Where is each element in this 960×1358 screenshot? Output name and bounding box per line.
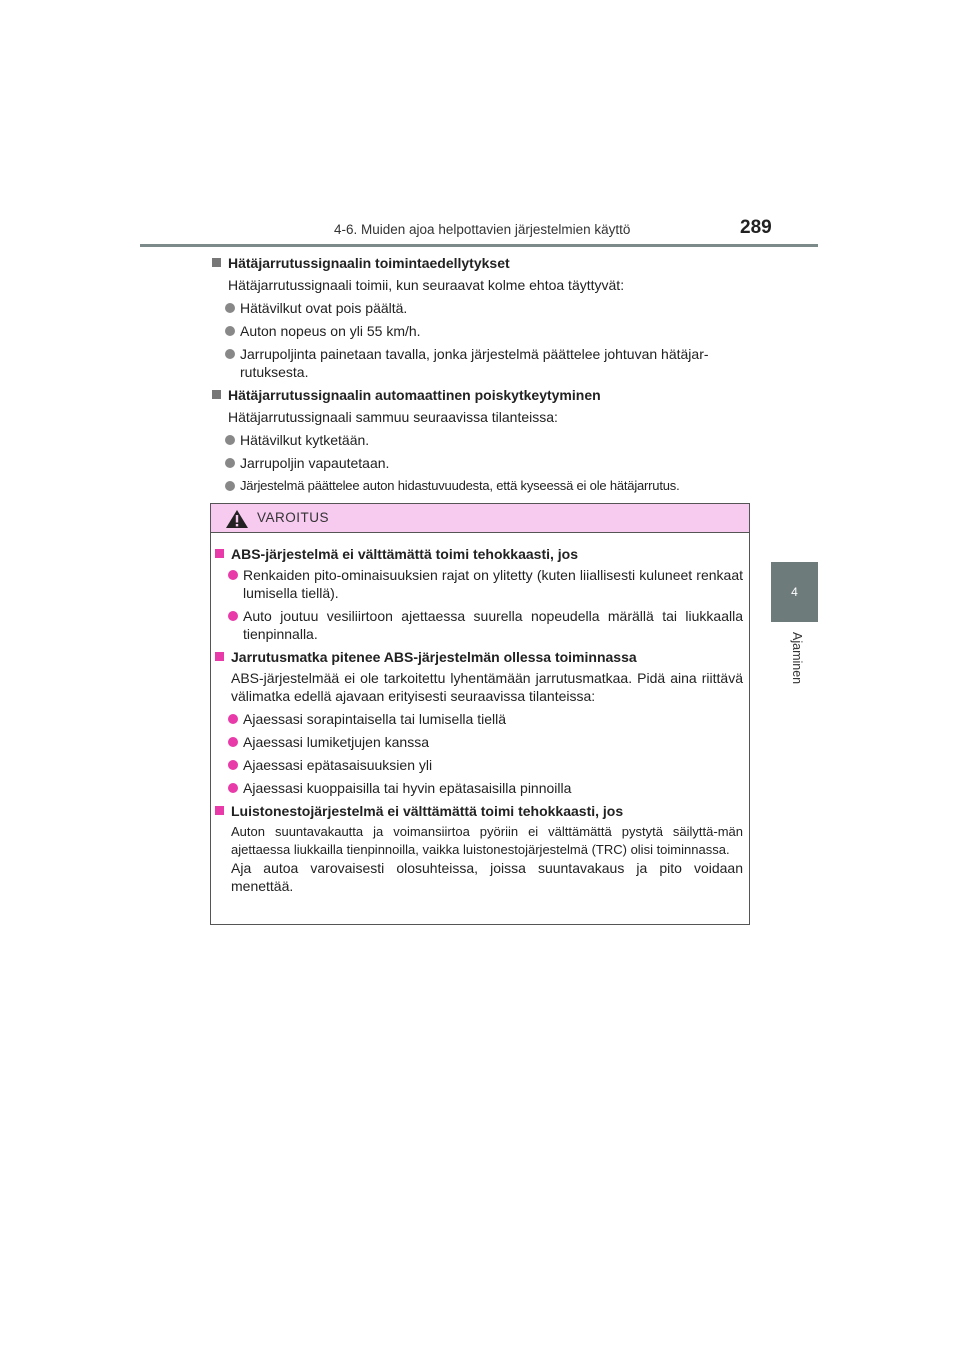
list-item: Hätävilkut ovat pois päältä.: [212, 299, 750, 317]
section-intro: Hätäjarrutussignaali toimii, kun seuraavat kolme ehtoa täyttyvät:: [228, 277, 625, 293]
round-bullet-icon: [228, 737, 238, 747]
warning-label: VAROITUS: [257, 510, 330, 525]
warning-body: [211, 533, 749, 895]
warning-text: ABS-järjestelmää ei ole tarkoitettu lyhentämään jarrutusmatkaa. Pidä aina riittävä välimatka edellä ajavaan erityisesti seuraavissa tilanteissa:: [231, 670, 743, 704]
side-tab-label: Ajaminen: [790, 632, 804, 685]
section-intro: Hätäjarrutussignaali sammuu seuraavissa tilanteissa:: [228, 409, 558, 425]
round-bullet-icon: [225, 303, 235, 313]
square-bullet-icon: [212, 390, 221, 399]
warning-text: Aja autoa varovaisesti olosuhteissa, joissa suuntavakaus ja pito voidaan menettää.: [231, 860, 743, 894]
list-item: Ajaessasi kuoppaisilla tai hyvin epätasaisilla pinnoilla: [215, 779, 743, 797]
page-number: 289: [740, 217, 772, 238]
main-content: [212, 254, 750, 500]
list-item: Hätävilkut kytketään.: [212, 431, 750, 449]
warning-heading: Jarrutusmatka pitenee ABS-järjestelmän ollessa toiminnassa: [215, 648, 743, 666]
round-bullet-icon: [225, 349, 235, 359]
round-bullet-icon: [225, 481, 235, 491]
warning-heading: Luistonestojärjestelmä ei välttämättä toimi tehokkaasti, jos: [215, 802, 743, 820]
list-item: Renkaiden pito-ominaisuuksien rajat on ylitetty (kuten liiallisesti kuluneet renkaat lumisella tiellä).: [215, 566, 743, 602]
header-rule: [140, 244, 818, 247]
warning-text: Auton suuntavakautta ja voimansiirtoa pyöriin ei välttämättä pystytä säilyttä-män ajettaessa liukkailla tienpinnoilla, vaikka luistonestojärjestelmä (TRC) olisi toiminnassa.: [231, 824, 743, 857]
round-bullet-icon: [228, 714, 238, 724]
warning-heading: ABS-järjestelmä ei välttämättä toimi tehokkaasti, jos: [215, 545, 743, 563]
section-heading: Hätäjarrutussignaalin automaattinen poiskytkeytyminen: [212, 386, 750, 404]
list-item: Auton nopeus on yli 55 km/h.: [212, 322, 750, 340]
round-bullet-icon: [225, 326, 235, 336]
list-item: Ajaessasi lumiketjujen kanssa: [215, 733, 743, 751]
header-section-title: 4-6. Muiden ajoa helpottavien järjestelmien käyttö: [334, 222, 631, 237]
round-bullet-icon: [225, 435, 235, 445]
list-item: Auto joutuu vesiliirtoon ajettaessa suurella nopeudella märällä tai liukkaalla tienpinnalla.: [215, 607, 743, 643]
side-tab-number[interactable]: 4: [771, 562, 818, 622]
warning-header: [211, 504, 749, 533]
list-item: Ajaessasi sorapintaisella tai lumisella tiellä: [215, 710, 743, 728]
warning-box: [210, 503, 750, 925]
square-bullet-icon: [212, 258, 221, 267]
square-bullet-icon: [215, 549, 224, 558]
round-bullet-icon: [228, 570, 238, 580]
list-item: Järjestelmä päättelee auton hidastuvuudesta, että kyseessä ei ole hätäjarrutus.: [212, 477, 750, 495]
section-heading: Hätäjarrutussignaalin toimintaedellytykset: [212, 254, 750, 272]
round-bullet-icon: [225, 458, 235, 468]
warning-triangle-icon: [225, 509, 249, 529]
list-item: Jarrupoljin vapautetaan.: [212, 454, 750, 472]
round-bullet-icon: [228, 611, 238, 621]
round-bullet-icon: [228, 760, 238, 770]
square-bullet-icon: [215, 806, 224, 815]
list-item: Jarrupoljinta painetaan tavalla, jonka järjestelmä päättelee johtuvan hätäjar-rutuksesta.: [212, 345, 750, 381]
round-bullet-icon: [228, 783, 238, 793]
list-item: Ajaessasi epätasaisuuksien yli: [215, 756, 743, 774]
square-bullet-icon: [215, 652, 224, 661]
